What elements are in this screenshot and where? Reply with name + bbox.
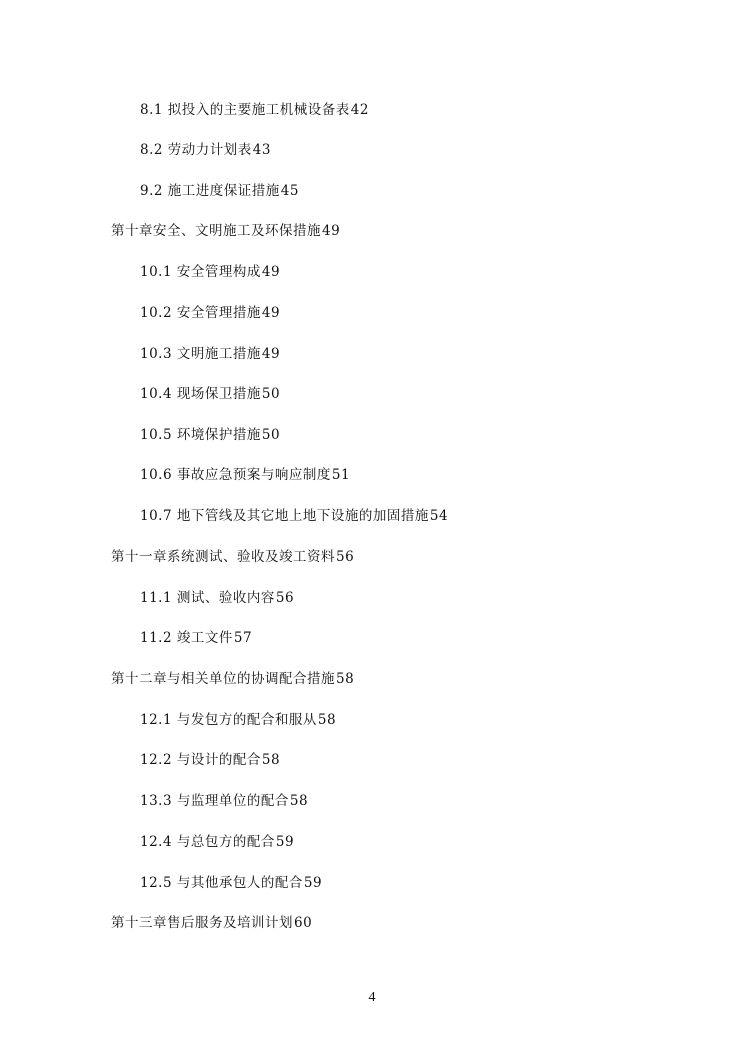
toc-entry-title: 10.3 文明施工措施: [140, 346, 261, 362]
toc-entry-page: 56: [275, 590, 295, 606]
toc-entry-title: 11.1 测试、验收内容: [140, 590, 275, 606]
page-number: 4: [368, 990, 376, 1005]
toc-entry-title: 8.1 拟投入的主要施工机械设备表: [140, 102, 350, 118]
toc-entry-title: 12.2 与设计的配合: [140, 752, 261, 768]
toc-entry-page: 49: [261, 346, 281, 362]
toc-entry-page: 56: [336, 549, 355, 565]
toc-entry[interactable]: [140, 304, 280, 322]
toc-chapter-entry[interactable]: [111, 670, 354, 688]
toc-entry[interactable]: [140, 792, 308, 810]
toc-entry[interactable]: [140, 507, 448, 525]
toc-entry-title: 10.2 安全管理措施: [140, 305, 261, 321]
toc-chapter-entry[interactable]: [111, 548, 354, 566]
toc-entry[interactable]: [140, 874, 322, 892]
toc-entry-page: 42: [350, 102, 369, 118]
toc-entry[interactable]: [140, 385, 280, 403]
toc-entry-page: 58: [336, 671, 355, 687]
toc-entry-page: 58: [317, 712, 337, 728]
toc-entry-page: 58: [289, 793, 309, 809]
toc-entry-page: 59: [275, 834, 295, 850]
toc-entry-title: 13.3 与监理单位的配合: [140, 793, 289, 809]
toc-entry-page: 60: [294, 915, 313, 931]
toc-entry-title: 第十一章系统测试、验收及竣工资料: [111, 549, 335, 565]
toc-entry[interactable]: [140, 101, 369, 119]
toc-entry-title: 9.2 施工进度保证措施: [140, 183, 280, 199]
toc-entry-title: 第十二章与相关单位的协调配合措施: [111, 671, 335, 687]
toc-entry-page: 51: [331, 467, 351, 483]
toc-entry-title: 12.1 与发包方的配合和服从: [140, 712, 317, 728]
toc-entry-page: 45: [280, 183, 299, 199]
toc-entry[interactable]: [140, 345, 280, 363]
toc-entry-page: 50: [261, 427, 281, 443]
toc-entry-title: 10.5 环境保护措施: [140, 427, 261, 443]
toc-entry[interactable]: [140, 182, 299, 200]
toc-entry-page: 49: [261, 305, 281, 321]
toc-entry[interactable]: [140, 466, 350, 484]
toc-entry-page: 57: [233, 630, 253, 646]
toc-entry-page: 49: [322, 223, 341, 239]
toc-entry-page: 59: [303, 875, 323, 891]
toc-entry-title: 第十章安全、文明施工及环保措施: [111, 223, 321, 239]
toc-entry[interactable]: [140, 589, 294, 607]
toc-entry-page: 58: [261, 752, 281, 768]
toc-chapter-entry[interactable]: [111, 914, 312, 932]
toc-entry-title: 11.2 竣工文件: [140, 630, 233, 646]
toc-entry[interactable]: [140, 629, 252, 647]
toc-entry[interactable]: [140, 263, 280, 281]
toc-entry-title: 12.4 与总包方的配合: [140, 834, 275, 850]
toc-entry-page: 43: [252, 142, 271, 158]
toc-entry-title: 12.5 与其他承包人的配合: [140, 875, 303, 891]
toc-entry[interactable]: [140, 141, 271, 159]
toc-entry-page: 50: [261, 386, 281, 402]
toc-entry[interactable]: [140, 751, 280, 769]
toc-entry-title: 10.6 事故应急预案与响应制度: [140, 467, 331, 483]
toc-entry[interactable]: [140, 833, 294, 851]
toc-entry[interactable]: [140, 426, 280, 444]
toc-entry-title: 10.7 地下管线及其它地上地下设施的加固措施: [140, 508, 429, 524]
toc-entry-title: 第十三章售后服务及培训计划: [111, 915, 293, 931]
toc-entry[interactable]: [140, 711, 336, 729]
toc-entry-title: 8.2 劳动力计划表: [140, 142, 252, 158]
toc-entry-title: 10.4 现场保卫措施: [140, 386, 261, 402]
toc-entry-page: 54: [429, 508, 449, 524]
toc-entry-page: 49: [261, 264, 281, 280]
toc-entry-title: 10.1 安全管理构成: [140, 264, 261, 280]
toc-chapter-entry[interactable]: [111, 222, 340, 240]
